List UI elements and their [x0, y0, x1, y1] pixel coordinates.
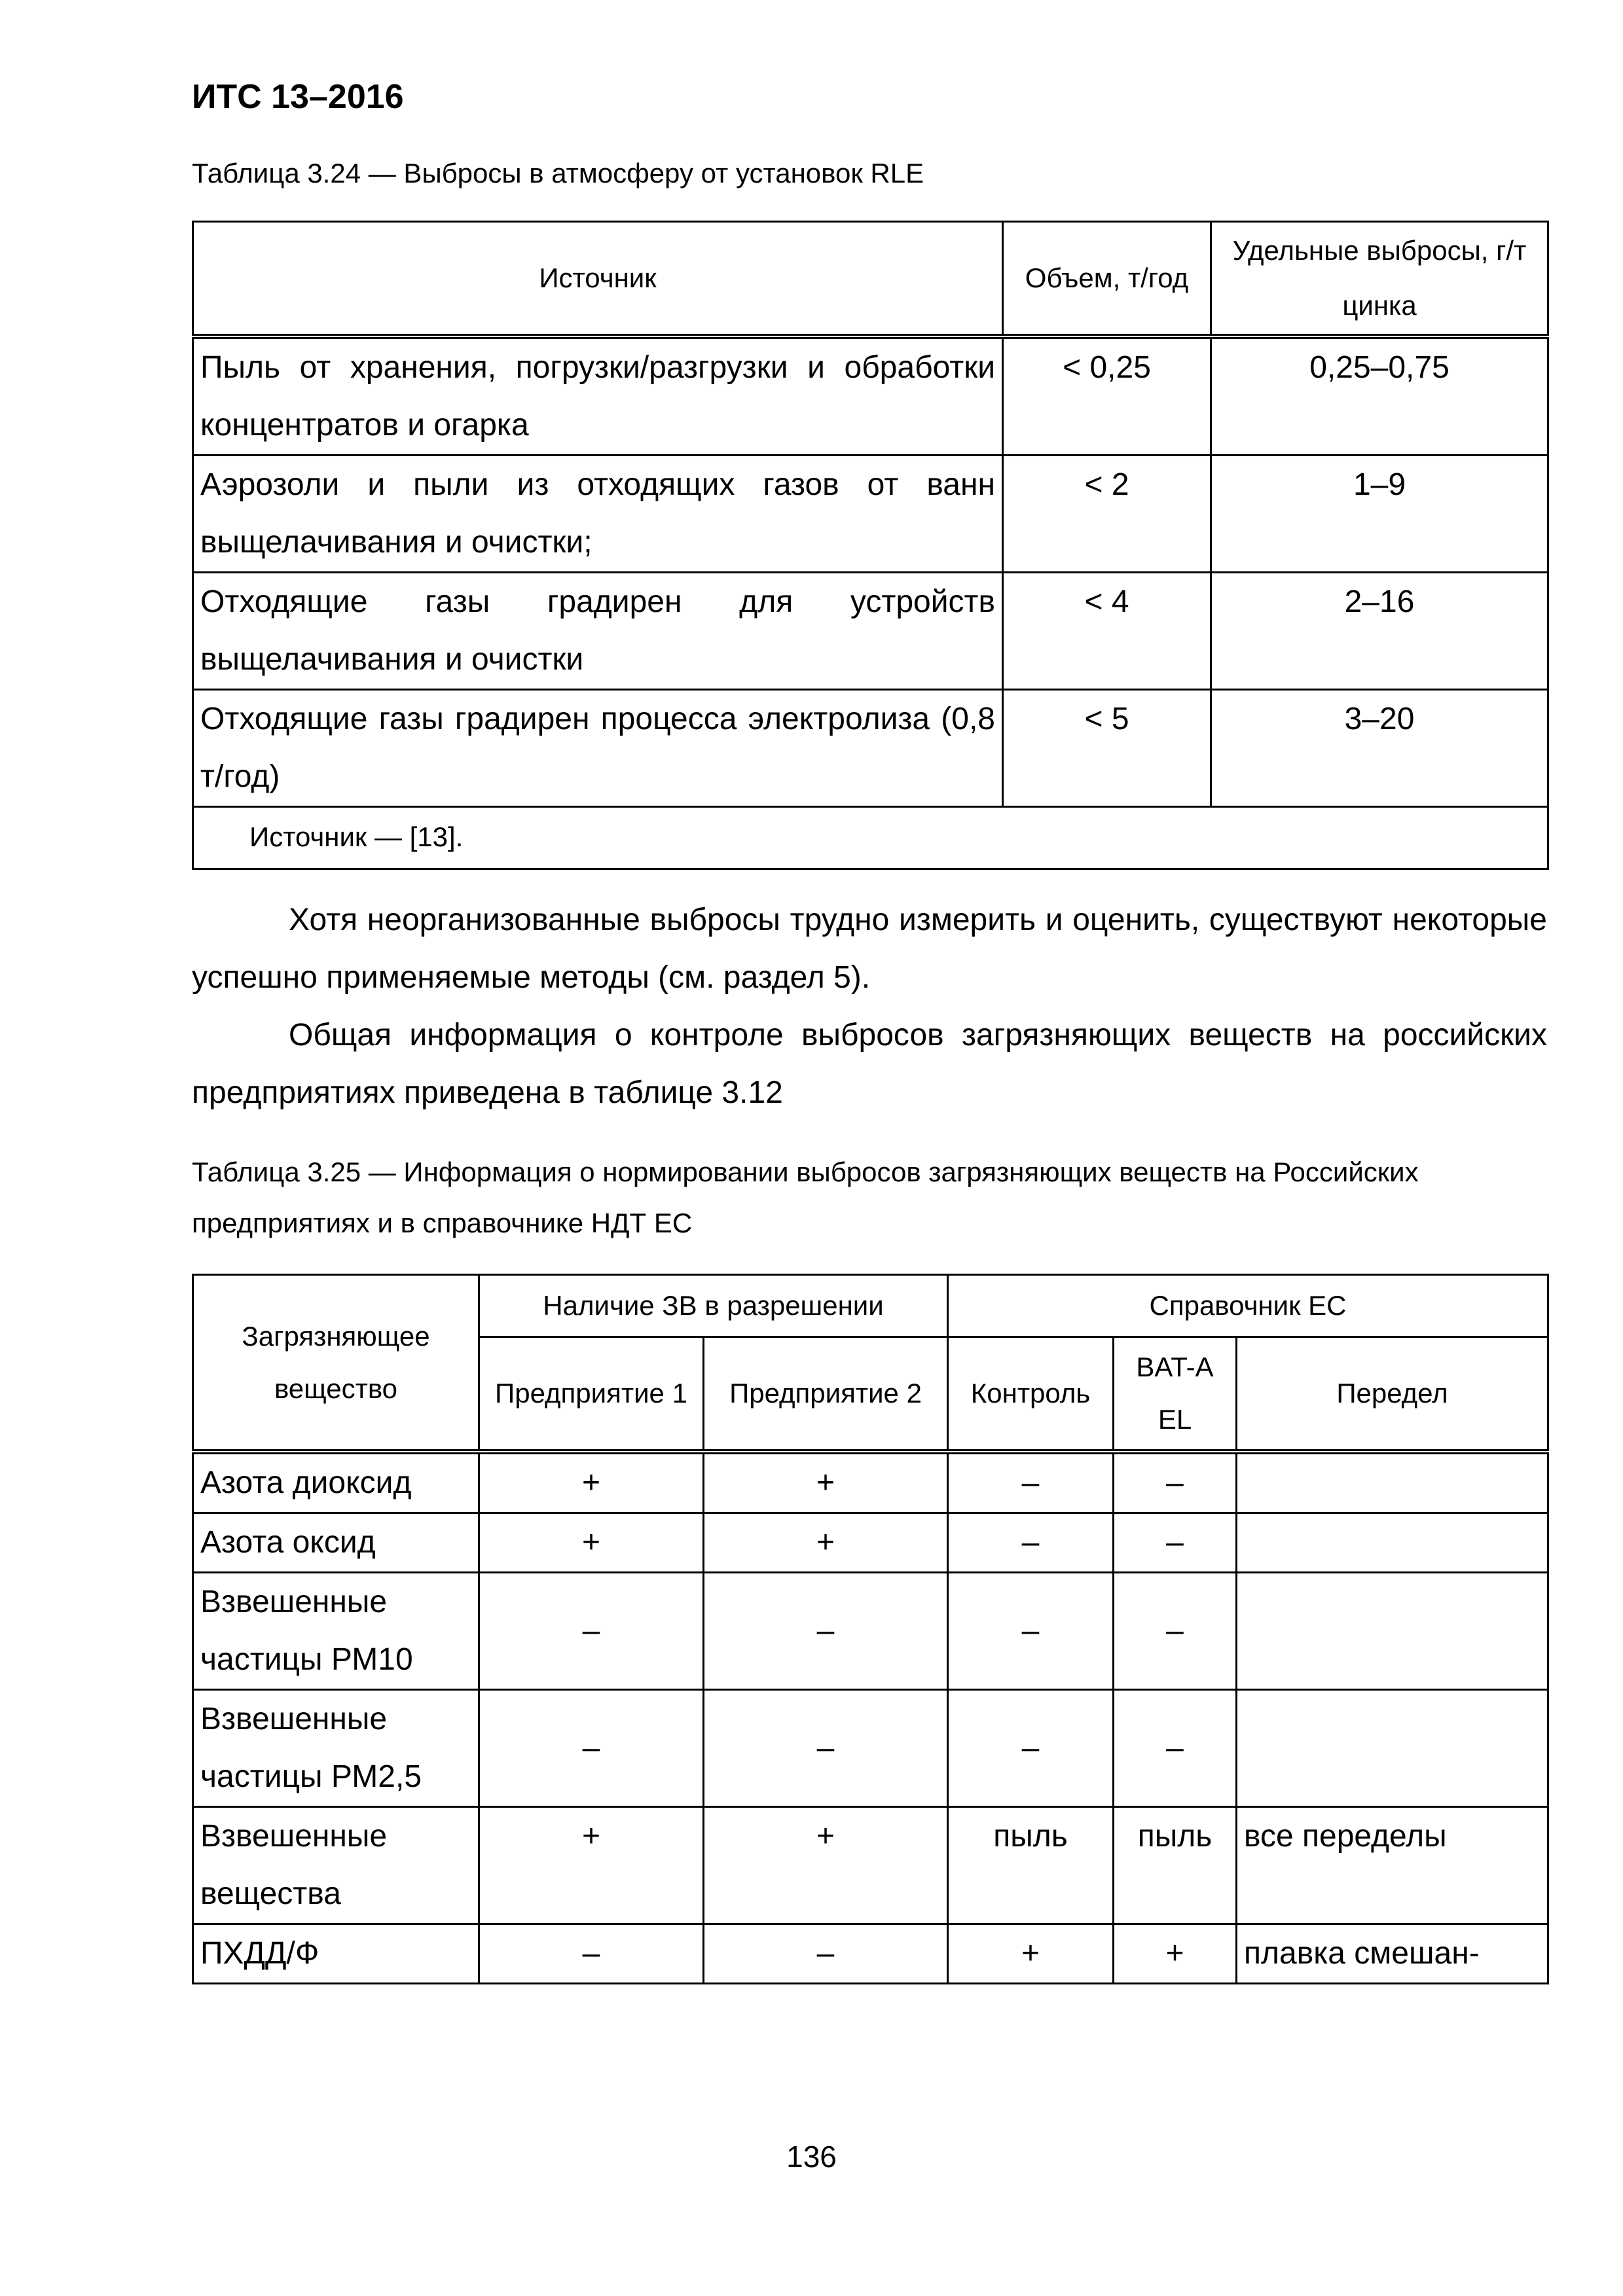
- process-cell: [1237, 1452, 1548, 1513]
- table-row: [193, 1690, 1548, 1807]
- column-group-permit: Наличие ЗВ в разрешении: [479, 1275, 948, 1337]
- table-row: [193, 456, 1548, 573]
- enterprise-1-cell: +: [479, 1452, 704, 1513]
- process-cell: все переделы: [1237, 1807, 1548, 1924]
- document-code: ИТС 13–2016: [192, 78, 404, 116]
- process-cell: плавка смешан-: [1237, 1924, 1548, 1984]
- enterprise-1-cell: +: [479, 1513, 704, 1573]
- specific-cell: 2–16: [1211, 573, 1548, 690]
- body-paragraph: Хотя неорганизованные выбросы трудно измерить и оценить, существуют некоторые успешно применяемые методы (см. раздел 5).: [192, 903, 1547, 995]
- enterprise-1-cell: –: [479, 1924, 704, 1984]
- column-header-pollutant: Загрязняющее вещество: [193, 1275, 479, 1452]
- bat-ael-cell: пыль: [1114, 1807, 1237, 1924]
- column-header-control: Контроль: [948, 1337, 1114, 1452]
- table-caption: Таблица 3.24 — Выбросы в атмосферу от установок RLE: [192, 158, 924, 188]
- specific-cell: 0,25–0,75: [1211, 336, 1548, 456]
- process-cell: [1237, 1573, 1548, 1690]
- column-header-enterprise-2: Предприятие 2: [704, 1337, 948, 1452]
- emissions-table: [192, 221, 1549, 870]
- volume-cell: < 2: [1003, 456, 1211, 573]
- enterprise-2-cell: –: [704, 1690, 948, 1807]
- process-cell: [1237, 1690, 1548, 1807]
- table-row: [193, 573, 1548, 690]
- pollutant-cell: Взвешенные частицы РМ10: [193, 1573, 479, 1690]
- bat-ael-cell: –: [1114, 1513, 1237, 1573]
- enterprise-1-cell: +: [479, 1807, 704, 1924]
- table-row: [193, 1452, 1548, 1513]
- pollutant-cell: Азота оксид: [193, 1513, 479, 1573]
- regulation-table: [192, 1274, 1549, 1984]
- enterprise-2-cell: +: [704, 1807, 948, 1924]
- table-row: [193, 1573, 1548, 1690]
- enterprise-2-cell: –: [704, 1573, 948, 1690]
- table-footnote: Источник — [13].: [193, 807, 1548, 869]
- source-cell: Отходящие газы градирен для устройств выщелачивания и очистки: [193, 573, 1003, 690]
- column-header-source: Источник: [193, 222, 1003, 337]
- enterprise-1-cell: –: [479, 1690, 704, 1807]
- body-paragraph: Общая информация о контроле выбросов загрязняющих веществ на российских предприятиях приведена в таблице 3.12: [192, 1018, 1547, 1110]
- enterprise-2-cell: +: [704, 1513, 948, 1573]
- table-row: [193, 336, 1548, 456]
- column-header-volume: Объем, т/год: [1003, 222, 1211, 337]
- pollutant-cell: Взвешенные частицы РМ2,5: [193, 1690, 479, 1807]
- table-row: [193, 1924, 1548, 1984]
- control-cell: пыль: [948, 1807, 1114, 1924]
- source-cell: Отходящие газы градирен процесса электролиза (0,8 т/год): [193, 690, 1003, 807]
- control-cell: –: [948, 1452, 1114, 1513]
- specific-cell: 1–9: [1211, 456, 1548, 573]
- bat-ael-cell: –: [1114, 1690, 1237, 1807]
- pollutant-cell: Взвешенные вещества: [193, 1807, 479, 1924]
- bat-ael-cell: +: [1114, 1924, 1237, 1984]
- control-cell: –: [948, 1573, 1114, 1690]
- volume-cell: < 5: [1003, 690, 1211, 807]
- column-header-enterprise-1: Предприятие 1: [479, 1337, 704, 1452]
- page-number: 136: [786, 2140, 837, 2174]
- pollutant-cell: ПХДД/Ф: [193, 1924, 479, 1984]
- table-row: [193, 1513, 1548, 1573]
- source-cell: Аэрозоли и пыли из отходящих газов от ванн выщелачивания и очистки;: [193, 456, 1003, 573]
- table-header-row: [193, 222, 1548, 337]
- table-row: [193, 690, 1548, 807]
- bat-ael-cell: –: [1114, 1452, 1237, 1513]
- specific-cell: 3–20: [1211, 690, 1548, 807]
- volume-cell: < 4: [1003, 573, 1211, 690]
- volume-cell: < 0,25: [1003, 336, 1211, 456]
- column-group-eu-reference: Справочник ЕС: [948, 1275, 1548, 1337]
- source-cell: Пыль от хранения, погрузки/разгрузки и обработки концентратов и огарка: [193, 336, 1003, 456]
- column-header-specific: Удельные выбросы, г/т цинка: [1211, 222, 1548, 337]
- process-cell: [1237, 1513, 1548, 1573]
- table-row: [193, 1807, 1548, 1924]
- bat-ael-cell: –: [1114, 1573, 1237, 1690]
- table-footnote-row: [193, 807, 1548, 869]
- control-cell: –: [948, 1513, 1114, 1573]
- table-header-row: [193, 1275, 1548, 1337]
- table-caption: Таблица 3.25 — Информация о нормировании выбросов загрязняющих веществ на Российских предприятиях и в справочнике НДТ ЕС: [192, 1157, 1419, 1238]
- column-header-bat-ael: BAT-A EL: [1114, 1337, 1237, 1452]
- control-cell: +: [948, 1924, 1114, 1984]
- enterprise-2-cell: +: [704, 1452, 948, 1513]
- control-cell: –: [948, 1690, 1114, 1807]
- enterprise-1-cell: –: [479, 1573, 704, 1690]
- column-header-process: Передел: [1237, 1337, 1548, 1452]
- pollutant-cell: Азота диоксид: [193, 1452, 479, 1513]
- enterprise-2-cell: –: [704, 1924, 948, 1984]
